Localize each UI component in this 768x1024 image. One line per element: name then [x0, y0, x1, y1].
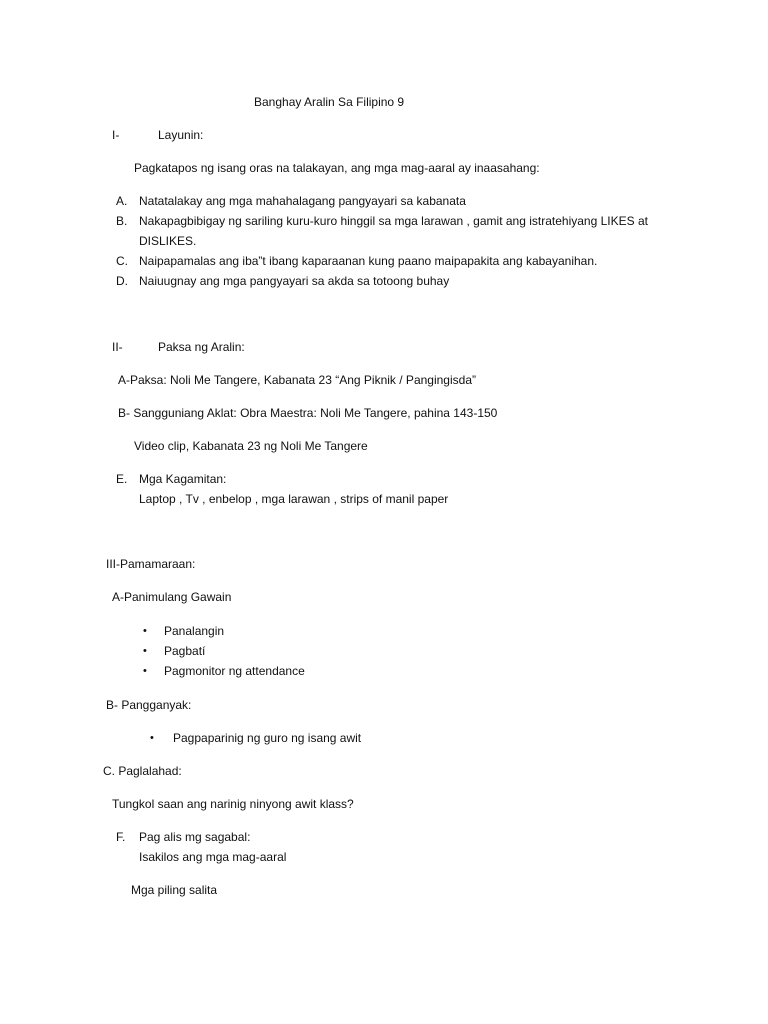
objective-c-marker: C.: [116, 254, 128, 268]
panimulang-item: Panalangin: [164, 624, 225, 638]
paglalahad-heading: C. Paglalahad:: [103, 764, 182, 778]
piling-salita-line: Mga piling salita: [131, 883, 218, 897]
bullet-icon: •: [143, 625, 147, 637]
page-title: Banghay Aralin Sa Filipino 9: [254, 95, 405, 109]
objective-b-marker: B.: [116, 214, 128, 228]
video-clip-line: Video clip, Kabanata 23 ng Noli Me Tangere: [134, 439, 368, 453]
objective-a-text: Natatalakay ang mga mahahalagang pangyayari sa kabanata: [139, 194, 466, 208]
paksa-line: A-Paksa: Noli Me Tangere, Kabanata 23 “Ang Piknik / Pangingisda”: [118, 373, 476, 387]
pangganyak-heading: B- Pangganyak:: [106, 698, 192, 712]
bullet-icon: •: [143, 645, 147, 657]
bullet-icon: •: [150, 732, 154, 744]
kagamitan-items: Laptop , Tv , enbelop , mga larawan , strips of manil paper: [139, 492, 449, 506]
paglalahad-question: Tungkol saan ang narinig ninyong awit klass?: [112, 797, 354, 811]
objectives-intro: Pagkatapos ng isang oras na talakayan, ang mga mag-aaral ay inaasahang:: [134, 161, 540, 175]
objective-d-marker: D.: [116, 274, 128, 288]
panimulang-item: Pagbatí: [164, 644, 206, 658]
section-3-heading: III-Pamamaraan:: [106, 557, 196, 571]
section-1-numeral: I-: [112, 128, 120, 142]
sagabal-marker: F.: [116, 830, 126, 844]
section-2-numeral: II-: [112, 340, 123, 354]
objective-b-continuation: DISLIKES.: [139, 234, 197, 248]
objective-d-text: Naiuugnay ang mga pangyayari sa akda sa totoong buhay: [139, 274, 450, 288]
sanggunian-line: B- Sangguniang Aklat: Obra Maestra: Noli Me Tangere, pahina 143-150: [118, 406, 498, 420]
sagabal-text: Isakilos ang mga mag-aaral: [139, 850, 287, 864]
sagabal-label: Pag alis mg sagabal:: [139, 830, 251, 844]
objective-c-text: Naipapamalas ang iba”t ibang kaparaanan kung paano maipapakita ang kabayanihan.: [139, 254, 598, 268]
panimulang-gawain-heading: A-Panimulang Gawain: [112, 590, 232, 604]
panimulang-item: Pagmonitor ng attendance: [164, 664, 305, 678]
kagamitan-label: Mga Kagamitan:: [139, 472, 227, 486]
section-2-heading: Paksa ng Aralin:: [158, 340, 245, 354]
section-1-heading: Layunin:: [158, 128, 204, 142]
objective-b-text: Nakapagbibigay ng sariling kuru-kuro hinggil sa mga larawan , gamit ang istratehiyang LIKES at: [139, 214, 648, 228]
kagamitan-marker: E.: [116, 472, 128, 486]
bullet-icon: •: [143, 665, 147, 677]
pangganyak-item: Pagpaparinig ng guro ng isang awit: [173, 731, 362, 745]
objective-a-marker: A.: [116, 194, 128, 208]
